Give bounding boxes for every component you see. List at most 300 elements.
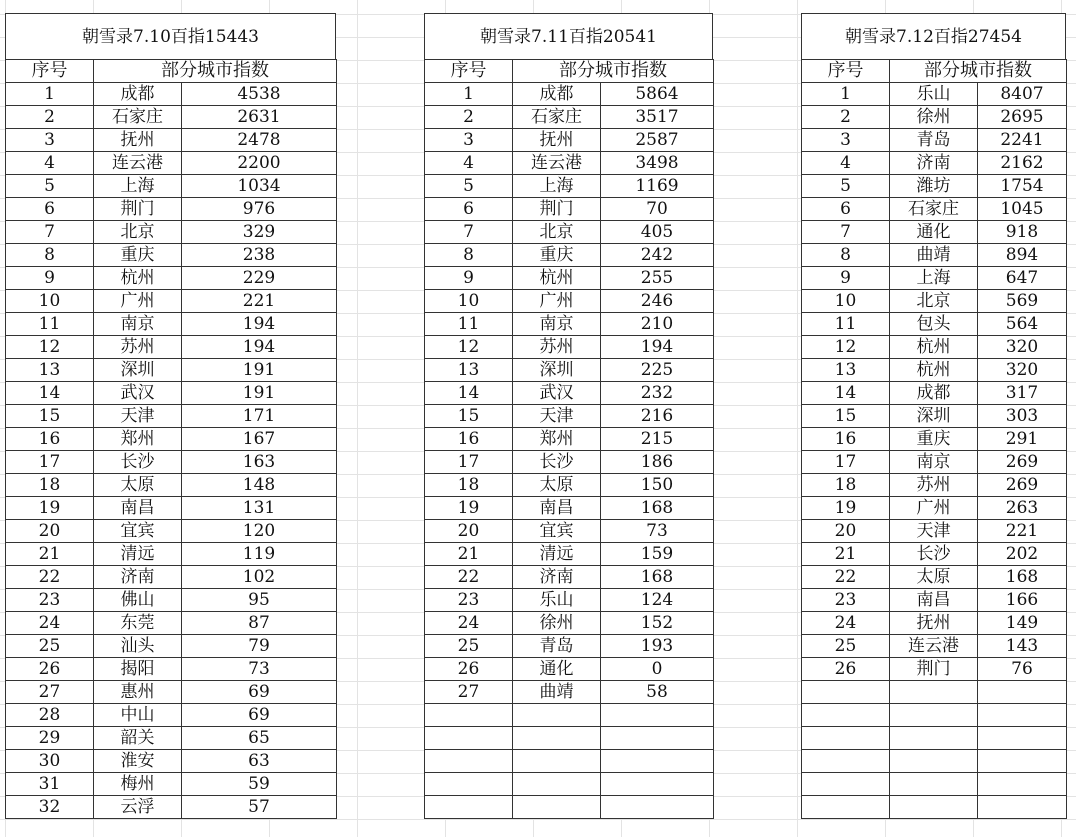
table-row bbox=[425, 267, 714, 290]
row-serial bbox=[425, 727, 513, 750]
row-index: 120 bbox=[182, 520, 337, 543]
row-index: 242 bbox=[601, 244, 714, 267]
row-serial: 26 bbox=[802, 658, 890, 681]
table-row bbox=[802, 635, 1067, 658]
row-city: 石家庄 bbox=[94, 106, 182, 129]
row-serial: 16 bbox=[6, 428, 94, 451]
row-index: 216 bbox=[601, 405, 714, 428]
table-row bbox=[425, 658, 714, 681]
row-serial: 25 bbox=[6, 635, 94, 658]
row-index: 76 bbox=[978, 658, 1067, 681]
row-index: 303 bbox=[978, 405, 1067, 428]
table-row bbox=[6, 451, 337, 474]
row-city: 深圳 bbox=[94, 359, 182, 382]
row-city: 抚州 bbox=[890, 612, 978, 635]
table-row bbox=[425, 313, 714, 336]
table-row bbox=[6, 497, 337, 520]
row-serial: 12 bbox=[425, 336, 513, 359]
row-serial: 26 bbox=[425, 658, 513, 681]
row-index bbox=[601, 773, 714, 796]
row-serial: 16 bbox=[802, 428, 890, 451]
row-city: 徐州 bbox=[513, 612, 601, 635]
row-serial: 27 bbox=[6, 681, 94, 704]
table-row bbox=[425, 543, 714, 566]
row-serial: 1 bbox=[425, 83, 513, 106]
row-index: 210 bbox=[601, 313, 714, 336]
row-city: 南昌 bbox=[890, 589, 978, 612]
table-row bbox=[802, 382, 1067, 405]
row-serial: 29 bbox=[6, 727, 94, 750]
row-serial bbox=[425, 796, 513, 819]
row-serial: 2 bbox=[6, 106, 94, 129]
table-row bbox=[6, 750, 337, 773]
row-index: 194 bbox=[601, 336, 714, 359]
row-city: 抚州 bbox=[94, 129, 182, 152]
row-serial: 12 bbox=[802, 336, 890, 359]
row-city: 上海 bbox=[513, 175, 601, 198]
empty-row bbox=[425, 796, 714, 819]
row-city: 长沙 bbox=[94, 451, 182, 474]
row-index: 148 bbox=[182, 474, 337, 497]
row-city: 成都 bbox=[513, 83, 601, 106]
row-serial: 25 bbox=[802, 635, 890, 658]
row-serial: 11 bbox=[802, 313, 890, 336]
header-city-index: 部分城市指数 bbox=[94, 60, 337, 83]
row-city: 苏州 bbox=[513, 336, 601, 359]
table-row bbox=[802, 83, 1067, 106]
row-index: 2478 bbox=[182, 129, 337, 152]
table-row bbox=[6, 773, 337, 796]
row-city: 重庆 bbox=[890, 428, 978, 451]
table-row bbox=[6, 198, 337, 221]
row-index: 2241 bbox=[978, 129, 1067, 152]
row-serial: 8 bbox=[802, 244, 890, 267]
row-index bbox=[601, 704, 714, 727]
row-serial: 5 bbox=[802, 175, 890, 198]
table-row bbox=[6, 382, 337, 405]
row-city: 南昌 bbox=[94, 497, 182, 520]
index-table bbox=[5, 59, 337, 819]
row-index: 143 bbox=[978, 635, 1067, 658]
row-serial: 24 bbox=[6, 612, 94, 635]
table-row bbox=[802, 244, 1067, 267]
table-row bbox=[425, 428, 714, 451]
row-serial: 13 bbox=[802, 359, 890, 382]
row-city: 武汉 bbox=[94, 382, 182, 405]
empty-row bbox=[802, 681, 1067, 704]
row-city: 通化 bbox=[513, 658, 601, 681]
row-city bbox=[890, 796, 978, 819]
empty-row bbox=[802, 727, 1067, 750]
table-row bbox=[6, 359, 337, 382]
empty-row bbox=[425, 727, 714, 750]
row-city: 中山 bbox=[94, 704, 182, 727]
row-index: 131 bbox=[182, 497, 337, 520]
row-serial: 9 bbox=[802, 267, 890, 290]
row-serial: 6 bbox=[6, 198, 94, 221]
table-row bbox=[425, 336, 714, 359]
row-serial: 15 bbox=[425, 405, 513, 428]
row-city: 青岛 bbox=[890, 129, 978, 152]
row-serial: 21 bbox=[6, 543, 94, 566]
row-city: 清远 bbox=[94, 543, 182, 566]
table-row bbox=[425, 221, 714, 244]
row-serial: 10 bbox=[425, 290, 513, 313]
table-row bbox=[6, 612, 337, 635]
table-row bbox=[425, 382, 714, 405]
table-row bbox=[425, 451, 714, 474]
row-city: 南京 bbox=[513, 313, 601, 336]
row-city: 宜宾 bbox=[94, 520, 182, 543]
row-serial: 12 bbox=[6, 336, 94, 359]
row-index: 238 bbox=[182, 244, 337, 267]
row-serial: 2 bbox=[802, 106, 890, 129]
row-index: 63 bbox=[182, 750, 337, 773]
row-index: 2587 bbox=[601, 129, 714, 152]
row-index: 73 bbox=[182, 658, 337, 681]
row-city: 佛山 bbox=[94, 589, 182, 612]
row-index: 65 bbox=[182, 727, 337, 750]
row-index: 3517 bbox=[601, 106, 714, 129]
row-serial: 22 bbox=[425, 566, 513, 589]
row-serial: 19 bbox=[802, 497, 890, 520]
row-serial: 19 bbox=[425, 497, 513, 520]
table-row bbox=[425, 474, 714, 497]
table-row bbox=[425, 681, 714, 704]
row-city: 惠州 bbox=[94, 681, 182, 704]
row-index: 320 bbox=[978, 359, 1067, 382]
row-serial: 4 bbox=[802, 152, 890, 175]
row-index: 976 bbox=[182, 198, 337, 221]
row-index: 69 bbox=[182, 681, 337, 704]
table-title: 朝雪录7.11百指20541 bbox=[424, 13, 713, 59]
row-serial: 11 bbox=[6, 313, 94, 336]
header-serial: 序号 bbox=[802, 60, 890, 83]
row-index: 1034 bbox=[182, 175, 337, 198]
table-row bbox=[6, 474, 337, 497]
row-index: 59 bbox=[182, 773, 337, 796]
row-serial: 8 bbox=[6, 244, 94, 267]
table-row bbox=[802, 359, 1067, 382]
row-city: 宜宾 bbox=[513, 520, 601, 543]
row-city: 徐州 bbox=[890, 106, 978, 129]
row-city: 荆门 bbox=[94, 198, 182, 221]
row-city: 抚州 bbox=[513, 129, 601, 152]
row-serial: 24 bbox=[425, 612, 513, 635]
table-row bbox=[6, 520, 337, 543]
row-city: 天津 bbox=[513, 405, 601, 428]
row-index: 167 bbox=[182, 428, 337, 451]
row-city bbox=[890, 681, 978, 704]
row-city bbox=[513, 704, 601, 727]
row-city: 石家庄 bbox=[513, 106, 601, 129]
row-city bbox=[513, 727, 601, 750]
table-row bbox=[6, 313, 337, 336]
row-serial: 5 bbox=[425, 175, 513, 198]
row-serial: 4 bbox=[6, 152, 94, 175]
table-row bbox=[425, 520, 714, 543]
row-index: 229 bbox=[182, 267, 337, 290]
table-row bbox=[425, 175, 714, 198]
table-row bbox=[6, 106, 337, 129]
header-city-index: 部分城市指数 bbox=[890, 60, 1067, 83]
row-index: 564 bbox=[978, 313, 1067, 336]
table-row bbox=[6, 566, 337, 589]
row-serial: 23 bbox=[6, 589, 94, 612]
row-city: 清远 bbox=[513, 543, 601, 566]
row-serial: 23 bbox=[425, 589, 513, 612]
row-city: 郑州 bbox=[513, 428, 601, 451]
table-row bbox=[6, 336, 337, 359]
row-serial: 22 bbox=[6, 566, 94, 589]
row-city: 石家庄 bbox=[890, 198, 978, 221]
row-index: 221 bbox=[182, 290, 337, 313]
row-city: 青岛 bbox=[513, 635, 601, 658]
table-row bbox=[425, 290, 714, 313]
row-city: 连云港 bbox=[94, 152, 182, 175]
table-row bbox=[802, 520, 1067, 543]
row-city: 重庆 bbox=[513, 244, 601, 267]
row-city: 广州 bbox=[94, 290, 182, 313]
row-city: 包头 bbox=[890, 313, 978, 336]
row-index: 215 bbox=[601, 428, 714, 451]
row-city: 苏州 bbox=[890, 474, 978, 497]
row-index: 4538 bbox=[182, 83, 337, 106]
row-city: 南昌 bbox=[513, 497, 601, 520]
table-title: 朝雪录7.12百指27454 bbox=[801, 13, 1066, 59]
row-index: 263 bbox=[978, 497, 1067, 520]
row-city bbox=[513, 750, 601, 773]
row-index bbox=[601, 727, 714, 750]
row-index bbox=[601, 796, 714, 819]
row-city: 北京 bbox=[890, 290, 978, 313]
row-serial: 21 bbox=[802, 543, 890, 566]
table-row bbox=[802, 405, 1067, 428]
empty-row bbox=[802, 750, 1067, 773]
row-city: 太原 bbox=[513, 474, 601, 497]
row-serial: 10 bbox=[6, 290, 94, 313]
row-index: 2631 bbox=[182, 106, 337, 129]
table-row bbox=[425, 589, 714, 612]
row-serial: 3 bbox=[6, 129, 94, 152]
row-serial bbox=[802, 704, 890, 727]
row-city: 天津 bbox=[890, 520, 978, 543]
table-row bbox=[6, 83, 337, 106]
row-city: 广州 bbox=[890, 497, 978, 520]
table-row bbox=[6, 658, 337, 681]
row-index: 1754 bbox=[978, 175, 1067, 198]
row-serial: 15 bbox=[802, 405, 890, 428]
row-city: 韶关 bbox=[94, 727, 182, 750]
row-city: 云浮 bbox=[94, 796, 182, 819]
sheet-7-11 bbox=[424, 13, 714, 819]
table-row bbox=[802, 129, 1067, 152]
table-row bbox=[425, 83, 714, 106]
row-serial: 5 bbox=[6, 175, 94, 198]
row-serial: 20 bbox=[802, 520, 890, 543]
row-serial: 11 bbox=[425, 313, 513, 336]
row-serial: 2 bbox=[425, 106, 513, 129]
table-row bbox=[802, 175, 1067, 198]
row-serial: 7 bbox=[425, 221, 513, 244]
row-index: 221 bbox=[978, 520, 1067, 543]
table-row bbox=[802, 152, 1067, 175]
row-city: 深圳 bbox=[513, 359, 601, 382]
row-city: 重庆 bbox=[94, 244, 182, 267]
row-index: 2695 bbox=[978, 106, 1067, 129]
table-row bbox=[425, 405, 714, 428]
row-serial: 32 bbox=[6, 796, 94, 819]
table-row bbox=[425, 244, 714, 267]
row-serial: 3 bbox=[802, 129, 890, 152]
table-row bbox=[6, 796, 337, 819]
row-index: 194 bbox=[182, 336, 337, 359]
row-serial: 17 bbox=[6, 451, 94, 474]
row-serial: 31 bbox=[6, 773, 94, 796]
row-index: 159 bbox=[601, 543, 714, 566]
row-serial: 25 bbox=[425, 635, 513, 658]
row-city: 连云港 bbox=[513, 152, 601, 175]
row-city: 连云港 bbox=[890, 635, 978, 658]
row-index: 202 bbox=[978, 543, 1067, 566]
row-serial: 13 bbox=[6, 359, 94, 382]
table-row bbox=[802, 474, 1067, 497]
row-serial: 9 bbox=[425, 267, 513, 290]
row-index: 69 bbox=[182, 704, 337, 727]
row-city: 广州 bbox=[513, 290, 601, 313]
row-index: 225 bbox=[601, 359, 714, 382]
row-serial: 18 bbox=[425, 474, 513, 497]
table-row bbox=[6, 704, 337, 727]
header-serial: 序号 bbox=[6, 60, 94, 83]
row-serial: 4 bbox=[425, 152, 513, 175]
table-row bbox=[425, 152, 714, 175]
table-row bbox=[802, 566, 1067, 589]
table-row bbox=[6, 129, 337, 152]
row-city: 东莞 bbox=[94, 612, 182, 635]
table-row bbox=[802, 497, 1067, 520]
row-city bbox=[890, 750, 978, 773]
table-row bbox=[425, 566, 714, 589]
row-city: 北京 bbox=[513, 221, 601, 244]
row-serial: 20 bbox=[425, 520, 513, 543]
row-serial: 28 bbox=[6, 704, 94, 727]
row-serial: 16 bbox=[425, 428, 513, 451]
row-city: 济南 bbox=[94, 566, 182, 589]
row-index: 79 bbox=[182, 635, 337, 658]
table-row bbox=[425, 198, 714, 221]
row-serial: 19 bbox=[6, 497, 94, 520]
row-city bbox=[890, 773, 978, 796]
row-city: 郑州 bbox=[94, 428, 182, 451]
empty-row bbox=[802, 704, 1067, 727]
table-row bbox=[6, 727, 337, 750]
table-row bbox=[802, 313, 1067, 336]
row-serial: 18 bbox=[6, 474, 94, 497]
row-city: 长沙 bbox=[890, 543, 978, 566]
row-serial bbox=[802, 727, 890, 750]
table-row bbox=[6, 681, 337, 704]
row-city: 济南 bbox=[513, 566, 601, 589]
row-serial: 27 bbox=[425, 681, 513, 704]
row-city: 苏州 bbox=[94, 336, 182, 359]
table-row bbox=[802, 589, 1067, 612]
row-serial: 13 bbox=[425, 359, 513, 382]
row-index: 194 bbox=[182, 313, 337, 336]
table-row bbox=[425, 612, 714, 635]
row-serial bbox=[802, 750, 890, 773]
row-serial: 23 bbox=[802, 589, 890, 612]
header-serial: 序号 bbox=[425, 60, 513, 83]
row-index: 291 bbox=[978, 428, 1067, 451]
row-index: 894 bbox=[978, 244, 1067, 267]
row-serial bbox=[425, 750, 513, 773]
row-index: 246 bbox=[601, 290, 714, 313]
row-serial: 14 bbox=[425, 382, 513, 405]
row-serial bbox=[802, 681, 890, 704]
table-row bbox=[802, 267, 1067, 290]
row-city: 淮安 bbox=[94, 750, 182, 773]
row-index: 8407 bbox=[978, 83, 1067, 106]
row-index bbox=[978, 750, 1067, 773]
row-index bbox=[978, 681, 1067, 704]
row-index: 329 bbox=[182, 221, 337, 244]
row-serial: 22 bbox=[802, 566, 890, 589]
row-city: 荆门 bbox=[513, 198, 601, 221]
table-row bbox=[802, 336, 1067, 359]
row-serial: 24 bbox=[802, 612, 890, 635]
row-city: 上海 bbox=[890, 267, 978, 290]
row-index bbox=[978, 796, 1067, 819]
row-city: 杭州 bbox=[890, 336, 978, 359]
table-row bbox=[6, 152, 337, 175]
row-serial: 7 bbox=[802, 221, 890, 244]
row-city: 长沙 bbox=[513, 451, 601, 474]
sheet-7-12 bbox=[801, 13, 1067, 819]
table-row bbox=[425, 635, 714, 658]
row-serial bbox=[425, 773, 513, 796]
table-row bbox=[425, 359, 714, 382]
table-row bbox=[6, 221, 337, 244]
row-serial: 14 bbox=[6, 382, 94, 405]
table-row bbox=[802, 106, 1067, 129]
row-index: 0 bbox=[601, 658, 714, 681]
row-serial: 18 bbox=[802, 474, 890, 497]
row-index: 5864 bbox=[601, 83, 714, 106]
index-table bbox=[424, 59, 714, 819]
row-index: 152 bbox=[601, 612, 714, 635]
row-index: 150 bbox=[601, 474, 714, 497]
row-index: 191 bbox=[182, 382, 337, 405]
row-city: 汕头 bbox=[94, 635, 182, 658]
row-city bbox=[513, 796, 601, 819]
row-serial: 14 bbox=[802, 382, 890, 405]
row-index: 124 bbox=[601, 589, 714, 612]
table-row bbox=[6, 244, 337, 267]
row-serial: 6 bbox=[425, 198, 513, 221]
row-serial: 8 bbox=[425, 244, 513, 267]
row-city: 杭州 bbox=[513, 267, 601, 290]
table-row bbox=[802, 543, 1067, 566]
row-serial bbox=[802, 796, 890, 819]
row-serial: 15 bbox=[6, 405, 94, 428]
row-index bbox=[978, 727, 1067, 750]
row-serial: 17 bbox=[425, 451, 513, 474]
row-city: 曲靖 bbox=[890, 244, 978, 267]
row-city: 荆门 bbox=[890, 658, 978, 681]
index-table bbox=[801, 59, 1067, 819]
row-index: 168 bbox=[978, 566, 1067, 589]
